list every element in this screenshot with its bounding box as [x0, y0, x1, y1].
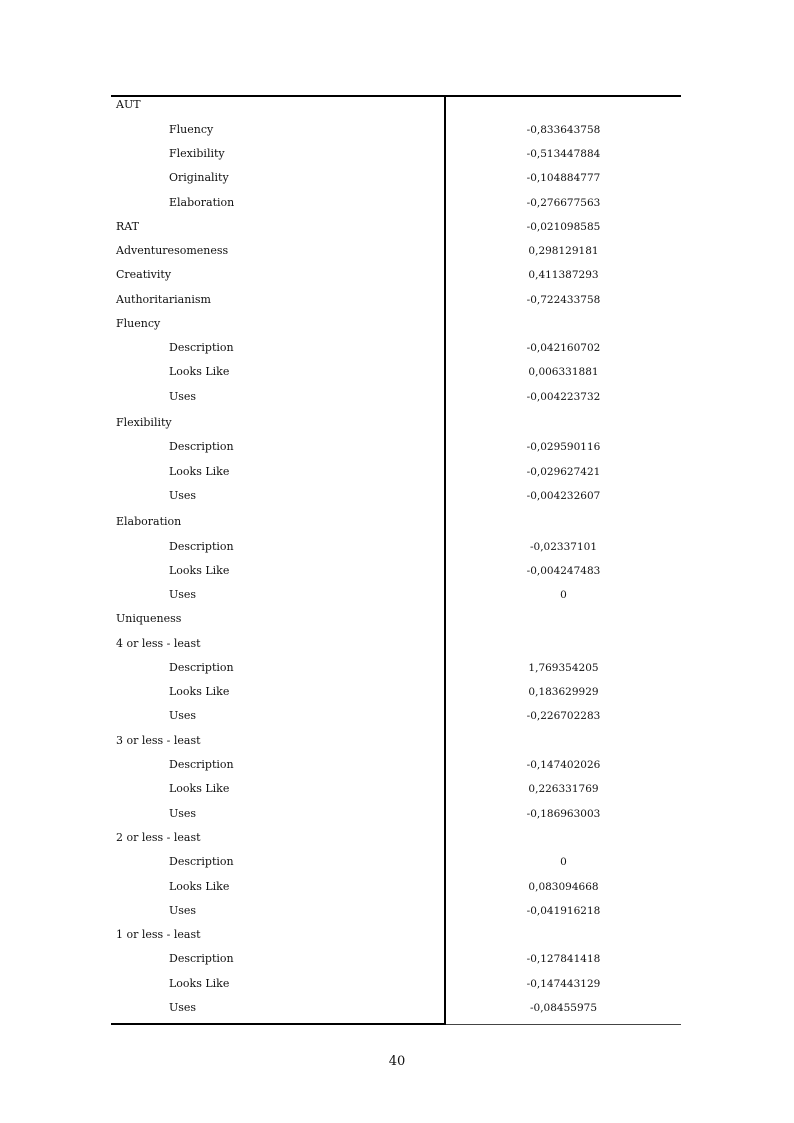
row-value: 0,411387293	[528, 269, 599, 281]
row-label: 4 or less - least	[116, 637, 201, 650]
row-label: Fluency	[169, 123, 214, 136]
row-label: Description	[169, 540, 234, 553]
table-row	[111, 561, 681, 581]
table-row	[111, 706, 681, 726]
row-value: 0,006331881	[528, 366, 599, 378]
row-value: -0,147402026	[526, 759, 601, 771]
row-label: Description	[169, 661, 234, 674]
table-row	[111, 290, 681, 310]
table-row	[111, 120, 681, 140]
row-value: -0,021098585	[526, 221, 601, 233]
row-label: Uses	[169, 807, 197, 820]
row-label: Looks Like	[169, 977, 230, 990]
row-value: 0	[560, 589, 567, 601]
table-row	[111, 241, 681, 261]
row-value: -0,226702283	[526, 710, 601, 722]
row-value: 0,083094668	[528, 881, 599, 893]
table-row	[111, 95, 681, 115]
row-label: Description	[169, 952, 234, 965]
row-label: Uses	[169, 1001, 197, 1014]
table-row	[111, 362, 681, 382]
row-value: -0,029590116	[526, 441, 601, 453]
row-label: Adventuresomeness	[116, 244, 229, 257]
row-label: Creativity	[116, 268, 172, 281]
row-value: 0	[560, 856, 567, 868]
row-label: 1 or less - least	[116, 928, 201, 941]
table-row	[111, 486, 681, 506]
table-row	[111, 804, 681, 824]
table-row	[111, 585, 681, 605]
table-row	[111, 512, 681, 532]
table-row	[111, 779, 681, 799]
row-value: -0,004247483	[526, 565, 601, 577]
page-number: 40	[388, 1054, 406, 1069]
table-row	[111, 462, 681, 482]
table-row	[111, 193, 681, 213]
row-label: Looks Like	[169, 564, 230, 577]
table-row	[111, 144, 681, 164]
row-label: Description	[169, 440, 234, 453]
row-label: Looks Like	[169, 365, 230, 378]
table-row	[111, 537, 681, 557]
table-row	[111, 387, 681, 407]
table-row	[111, 682, 681, 702]
table-row	[111, 609, 681, 629]
table-row	[111, 338, 681, 358]
row-label: Uses	[169, 588, 197, 601]
row-label: RAT	[116, 220, 139, 233]
table-row	[111, 265, 681, 285]
row-label: Uses	[169, 489, 197, 502]
table-bottom-rule-left	[111, 1023, 446, 1025]
row-value: -0,186963003	[526, 808, 601, 820]
row-value: 1,769354205	[528, 662, 599, 674]
row-value: 0,183629929	[528, 686, 599, 698]
row-value: -0,004223732	[526, 391, 601, 403]
row-value: -0,833643758	[526, 124, 601, 136]
table-row	[111, 634, 681, 654]
row-label: Elaboration	[169, 196, 235, 209]
table-row	[111, 658, 681, 678]
row-label: Authoritarianism	[116, 293, 211, 306]
table-row	[111, 168, 681, 188]
table-row	[111, 852, 681, 872]
row-label: AUT	[116, 98, 141, 111]
table-row	[111, 437, 681, 457]
row-value: 0,298129181	[528, 245, 599, 257]
row-label: Uses	[169, 904, 197, 917]
row-value: -0,722433758	[526, 294, 601, 306]
table-row	[111, 755, 681, 775]
row-value: -0,042160702	[526, 342, 601, 354]
row-value: -0,004232607	[526, 490, 601, 502]
row-label: 3 or less - least	[116, 734, 201, 747]
row-value: -0,127841418	[526, 953, 601, 965]
row-value: 0,226331769	[528, 783, 599, 795]
row-value: -0,029627421	[526, 466, 601, 478]
row-label: Flexibility	[169, 147, 225, 160]
table-row	[111, 877, 681, 897]
row-value: -0,513447884	[526, 148, 601, 160]
table-row	[111, 217, 681, 237]
table-row	[111, 949, 681, 969]
row-label: Fluency	[116, 317, 161, 330]
row-label: Description	[169, 758, 234, 771]
table-row	[111, 998, 681, 1018]
row-label: 2 or less - least	[116, 831, 201, 844]
row-value: -0,08455975	[529, 1002, 597, 1014]
table-row	[111, 974, 681, 994]
table-row	[111, 925, 681, 945]
row-label: Uses	[169, 709, 197, 722]
table-bottom-rule-right	[446, 1024, 681, 1025]
row-label: Looks Like	[169, 782, 230, 795]
row-value: -0,104884777	[526, 172, 601, 184]
table-row	[111, 731, 681, 751]
table-row	[111, 828, 681, 848]
table-row	[111, 901, 681, 921]
row-label: Description	[169, 855, 234, 868]
row-label: Elaboration	[116, 515, 182, 528]
row-value: -0,02337101	[529, 541, 597, 553]
row-label: Description	[169, 341, 234, 354]
row-value: -0,276677563	[526, 197, 601, 209]
table-row	[111, 314, 681, 334]
row-label: Flexibility	[116, 416, 172, 429]
row-label: Looks Like	[169, 880, 230, 893]
row-value: -0,147443129	[526, 978, 601, 990]
row-label: Originality	[169, 171, 229, 184]
table-row	[111, 413, 681, 433]
row-label: Uniqueness	[116, 612, 182, 625]
row-label: Looks Like	[169, 465, 230, 478]
row-label: Uses	[169, 390, 197, 403]
row-value: -0,041916218	[526, 905, 601, 917]
row-label: Looks Like	[169, 685, 230, 698]
